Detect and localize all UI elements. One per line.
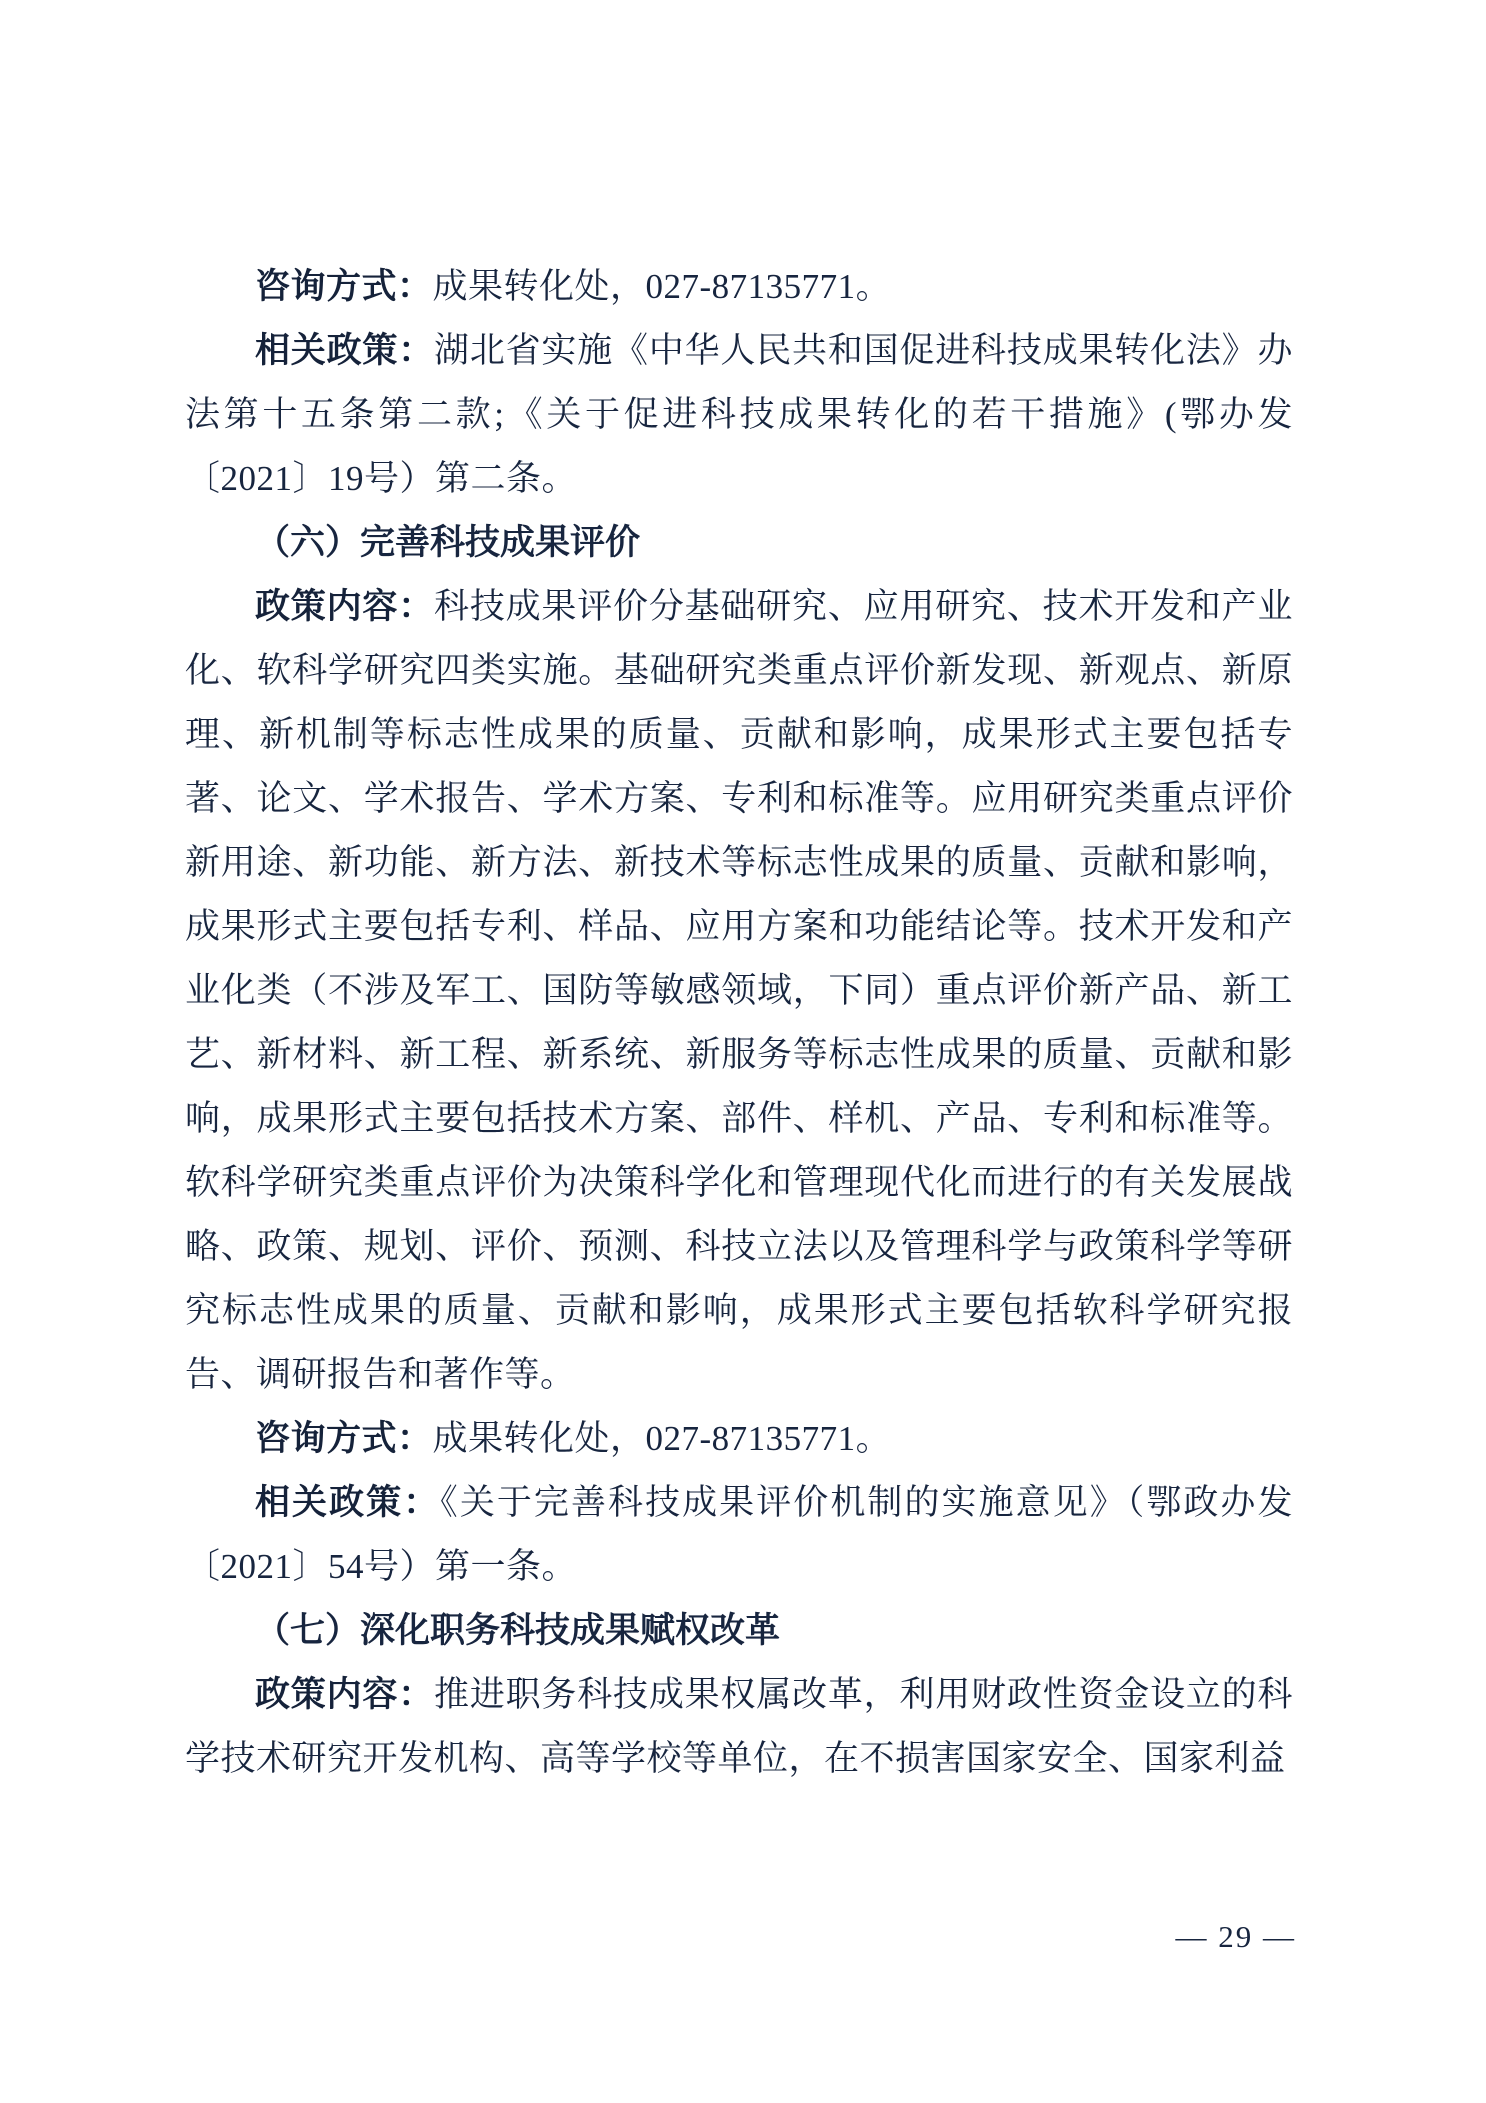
paragraph-text: 湖北省实施《中华人民共和国促进科技成果转化法》办法第十五条第二款;《关于促进科技成果转化的若干措施》(鄂办发〔2021〕19号）第二条。 xyxy=(185,331,1293,498)
paragraph-label: 相关政策： xyxy=(255,331,435,370)
paragraph-label: 政策内容： xyxy=(255,587,435,626)
document-body xyxy=(185,255,1293,1791)
section-heading-seven: （七）深化职务科技成果赋权改革 xyxy=(255,1611,781,1650)
paragraph-label: 咨询方式： xyxy=(255,267,433,306)
paragraph-consult-method-2 xyxy=(185,1407,1293,1471)
paragraph-text: 《关于完善科技成果评价机制的实施意见》（鄂政办发〔2021〕54号）第一条。 xyxy=(185,1483,1293,1586)
paragraph-policy-content-2 xyxy=(185,1663,1293,1791)
paragraph-label: 政策内容： xyxy=(255,1675,435,1714)
paragraph-text: 成果转化处，027-87135771。 xyxy=(432,1419,892,1458)
paragraph-label: 咨询方式： xyxy=(255,1419,433,1458)
paragraph-related-policy-2 xyxy=(185,1471,1293,1599)
paragraph-text: 科技成果评价分基础研究、应用研究、技术开发和产业化、软科学研究四类实施。基础研究类重点评价新发现、新观点、新原理、新机制等标志性成果的质量、贡献和影响，成果形式主要包括专著、论文、学术报告、学术方案、专利和标准等。应用研究类重点评价新用途、新功能、新方法、新技术等标志性成果的质量、贡献和影响，成果形式主要包括专利、样品、应用方案和功能结论等。技术开发和产业化类（不涉及军工、国防等敏感领域，下同）重点评价新产品、新工艺、新材料、新工程、新系统、新服务等标志性成果的质量、贡献和影响，成果形式主要包括技术方案、部件、样机、产品、专利和标准等。软科学研究类重点评价为决策科学化和管理现代化而进行的有关发展战略、政策、规划、评价、预测、科技立法以及管理科学与政策科学等研究标志性成果的质量、贡献和影响，成果形式主要包括软科学研究报告、调研报告和著作等。 xyxy=(185,587,1293,1394)
paragraph-consult-method-1 xyxy=(185,255,1293,319)
paragraph-related-policy-1 xyxy=(185,319,1293,511)
paragraph-policy-content-1 xyxy=(185,575,1293,1407)
paragraph-text: 推进职务科技成果权属改革，利用财政性资金设立的科学技术研究开发机构、高等学校等单位，在不损害国家安全、国家利益 xyxy=(185,1675,1293,1778)
paragraph-label: 相关政策： xyxy=(255,1483,441,1522)
section-heading-six: （六）完善科技成果评价 xyxy=(255,523,641,562)
paragraph-text: 成果转化处，027-87135771。 xyxy=(432,267,892,306)
page-number: — 29 — xyxy=(1175,1919,1296,1954)
